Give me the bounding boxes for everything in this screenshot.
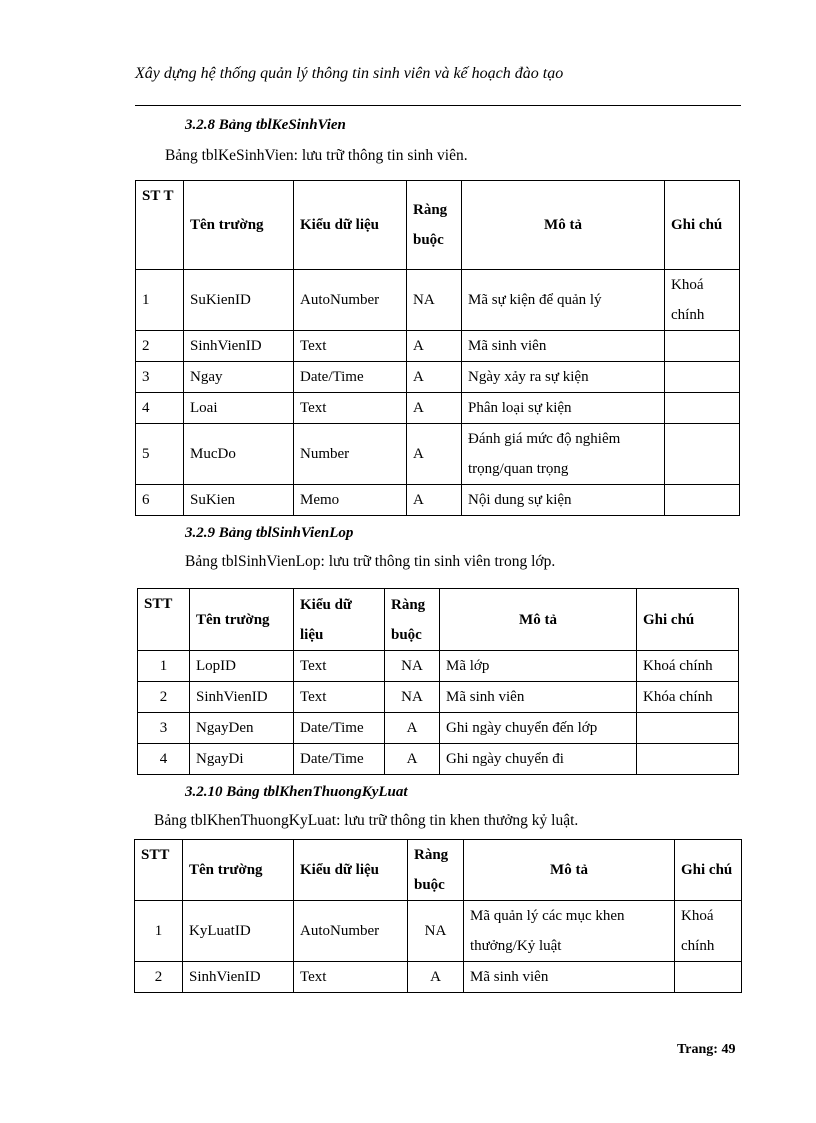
col-header-note: Ghi chú: [665, 181, 740, 270]
cell-desc: Ghi ngày chuyển đến lớp: [440, 713, 637, 744]
col-header-constraint: Ràng buộc: [385, 589, 440, 651]
table-row: [136, 393, 740, 424]
cell-note: Khoá chính: [665, 270, 740, 331]
table-tblsinhvienlop: [137, 588, 739, 775]
col-header-field: Tên trường: [183, 840, 294, 901]
col-header-constraint: Ràng buộc: [408, 840, 464, 901]
cell-field: SuKienID: [184, 270, 294, 331]
table-row: [136, 270, 740, 331]
cell-constraint: NA: [407, 270, 462, 331]
cell-type: Text: [294, 682, 385, 713]
section-intro-tblkhenthuongkyluat: Bảng tblKhenThuongKyLuat: lưu trữ thông tin khen thưởng kỷ luật.: [154, 812, 579, 829]
cell-type: AutoNumber: [294, 270, 407, 331]
cell-type: Date/Time: [294, 362, 407, 393]
cell-stt: 4: [136, 393, 184, 424]
cell-note: [637, 744, 739, 775]
cell-constraint: A: [407, 362, 462, 393]
cell-type: Text: [294, 331, 407, 362]
cell-constraint: A: [385, 713, 440, 744]
cell-stt: 3: [136, 362, 184, 393]
table-tblkhenthuongkyluat: [134, 839, 742, 993]
cell-constraint: NA: [385, 682, 440, 713]
cell-type: Text: [294, 393, 407, 424]
page-number: Trang: 49: [677, 1042, 736, 1057]
col-header-type: Kiểu dữ liệu: [294, 840, 408, 901]
cell-type: Date/Time: [294, 744, 385, 775]
cell-note: Khóa chính: [637, 682, 739, 713]
cell-note: Khoá chính: [637, 651, 739, 682]
cell-note: [665, 485, 740, 516]
col-header-note: Ghi chú: [637, 589, 739, 651]
cell-stt: 2: [138, 682, 190, 713]
cell-constraint: NA: [408, 901, 464, 962]
table-row: [138, 651, 739, 682]
col-header-desc: Mô tả: [464, 840, 675, 901]
table-row: [138, 744, 739, 775]
table-header-row: [135, 840, 742, 901]
cell-note: [665, 393, 740, 424]
cell-desc: Mã lớp: [440, 651, 637, 682]
cell-stt: 2: [135, 962, 183, 993]
table-tblkesinhvien: [135, 180, 740, 516]
cell-stt: 1: [138, 651, 190, 682]
cell-constraint: A: [407, 424, 462, 485]
cell-field: SinhVienID: [183, 962, 294, 993]
cell-desc: Đánh giá mức độ nghiêm trọng/quan trọng: [462, 424, 665, 485]
cell-stt: 1: [136, 270, 184, 331]
section-heading-tblsinhvienlop: 3.2.9 Bảng tblSinhVienLop: [185, 525, 354, 541]
table-row: [136, 485, 740, 516]
cell-type: Memo: [294, 485, 407, 516]
col-header-stt: STT: [135, 840, 183, 901]
col-header-constraint: Ràng buộc: [407, 181, 462, 270]
cell-note: [665, 331, 740, 362]
table-row: [136, 424, 740, 485]
page-header-title: Xây dựng hệ thống quản lý thông tin sinh viên và kế hoạch đào tạo: [135, 65, 564, 82]
cell-stt: 6: [136, 485, 184, 516]
cell-stt: 1: [135, 901, 183, 962]
cell-desc: Nội dung sự kiện: [462, 485, 665, 516]
cell-field: LopID: [190, 651, 294, 682]
col-header-stt: STT: [138, 589, 190, 651]
cell-type: Text: [294, 651, 385, 682]
cell-field: MucDo: [184, 424, 294, 485]
cell-desc: Mã sinh viên: [462, 331, 665, 362]
cell-stt: 2: [136, 331, 184, 362]
cell-field: SuKien: [184, 485, 294, 516]
cell-desc: Mã sự kiện để quản lý: [462, 270, 665, 331]
cell-note: [665, 424, 740, 485]
cell-desc: Mã quản lý các mục khen thưởng/Kỷ luật: [464, 901, 675, 962]
cell-stt: 3: [138, 713, 190, 744]
col-header-stt: ST T: [136, 181, 184, 270]
cell-stt: 4: [138, 744, 190, 775]
cell-desc: Phân loại sự kiện: [462, 393, 665, 424]
cell-field: NgayDi: [190, 744, 294, 775]
table-row: [138, 682, 739, 713]
cell-desc: Ghi ngày chuyển đi: [440, 744, 637, 775]
col-header-type: Kiểu dữ liệu: [294, 589, 385, 651]
cell-note: [665, 362, 740, 393]
cell-type: Number: [294, 424, 407, 485]
col-header-desc: Mô tả: [462, 181, 665, 270]
cell-desc: Ngày xảy ra sự kiện: [462, 362, 665, 393]
cell-field: SinhVienID: [190, 682, 294, 713]
section-heading-tblkhenthuongkyluat: 3.2.10 Bảng tblKhenThuongKyLuat: [185, 784, 408, 800]
header-divider: [135, 105, 741, 106]
cell-note: [675, 962, 742, 993]
cell-field: Ngay: [184, 362, 294, 393]
table-row: [136, 331, 740, 362]
section-heading-tblkesinhvien: 3.2.8 Bảng tblKeSinhVien: [185, 117, 346, 133]
section-intro-tblkesinhvien: Bảng tblKeSinhVien: lưu trữ thông tin sinh viên.: [165, 147, 468, 164]
cell-constraint: A: [407, 485, 462, 516]
cell-type: Text: [294, 962, 408, 993]
cell-constraint: A: [385, 744, 440, 775]
col-header-field: Tên trường: [184, 181, 294, 270]
cell-constraint: A: [407, 331, 462, 362]
cell-desc: Mã sinh viên: [464, 962, 675, 993]
cell-field: KyLuatID: [183, 901, 294, 962]
table-row: [135, 962, 742, 993]
cell-constraint: NA: [385, 651, 440, 682]
cell-type: AutoNumber: [294, 901, 408, 962]
col-header-field: Tên trường: [190, 589, 294, 651]
table-header-row: [138, 589, 739, 651]
cell-type: Date/Time: [294, 713, 385, 744]
cell-constraint: A: [408, 962, 464, 993]
col-header-desc: Mô tả: [440, 589, 637, 651]
section-intro-tblsinhvienlop: Bảng tblSinhVienLop: lưu trữ thông tin sinh viên trong lớp.: [185, 553, 556, 570]
cell-stt: 5: [136, 424, 184, 485]
table-header-row: [136, 181, 740, 270]
cell-field: Loai: [184, 393, 294, 424]
cell-desc: Mã sinh viên: [440, 682, 637, 713]
cell-constraint: A: [407, 393, 462, 424]
col-header-note: Ghi chú: [675, 840, 742, 901]
table-row: [136, 362, 740, 393]
cell-field: NgayDen: [190, 713, 294, 744]
col-header-type: Kiểu dữ liệu: [294, 181, 407, 270]
cell-note: [637, 713, 739, 744]
cell-field: SinhVienID: [184, 331, 294, 362]
cell-note: Khoá chính: [675, 901, 742, 962]
table-row: [135, 901, 742, 962]
table-row: [138, 713, 739, 744]
